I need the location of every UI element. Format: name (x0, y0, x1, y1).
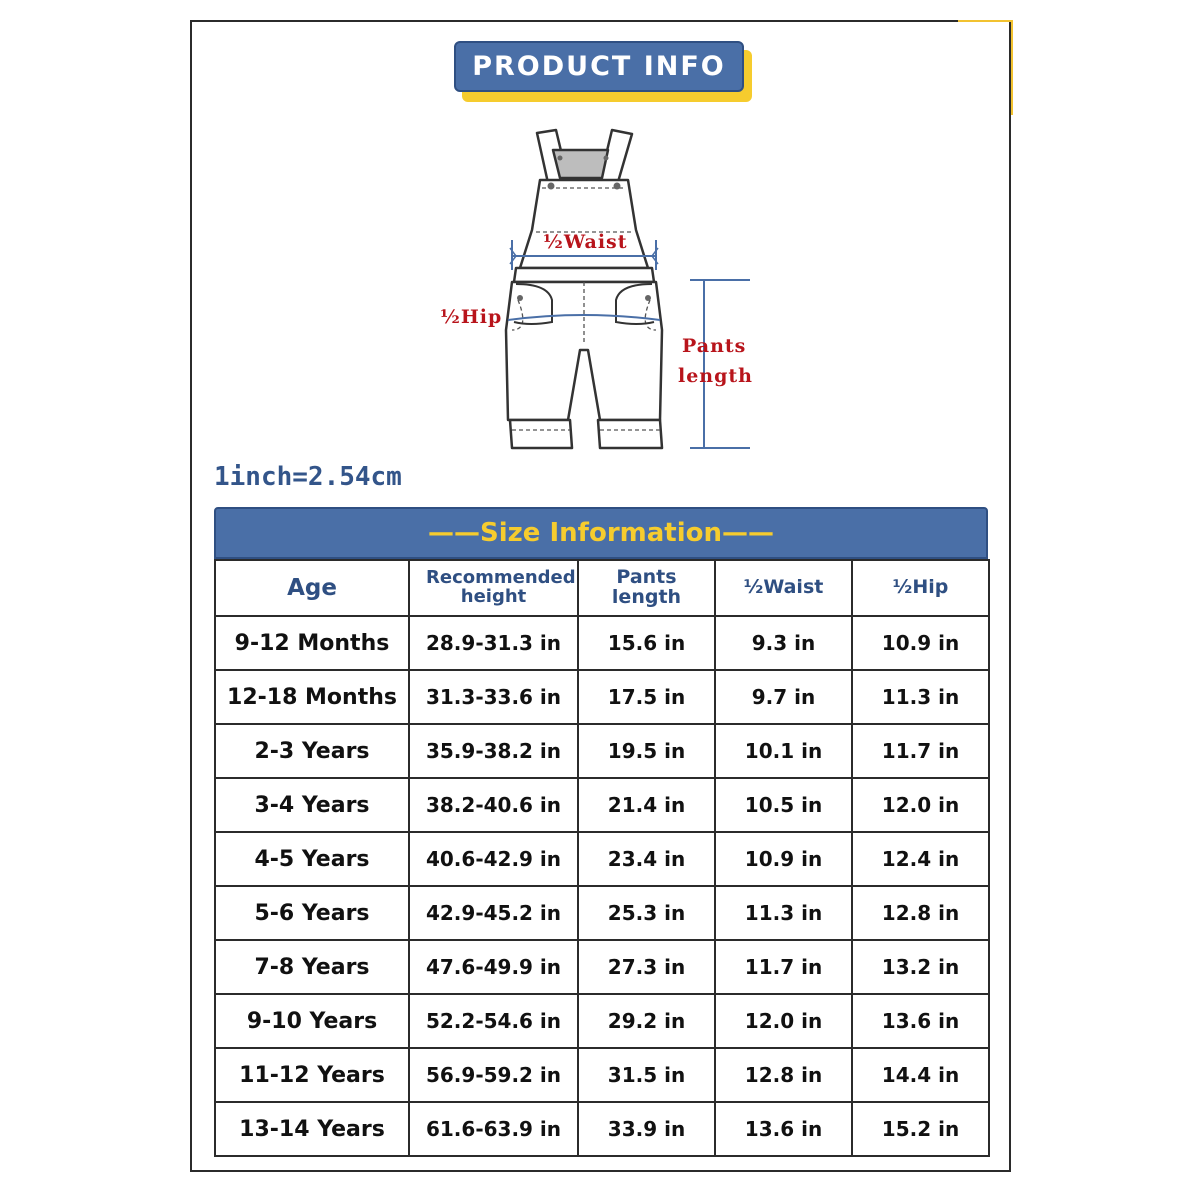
table-row (215, 670, 989, 724)
cell-pants-length: 29.2 in (578, 994, 715, 1048)
cell-half-waist: 12.0 in (715, 994, 852, 1048)
cell-age: 2-3 Years (215, 724, 409, 778)
cell-height: 61.6-63.9 in (409, 1102, 578, 1156)
cell-half-hip: 10.9 in (852, 616, 989, 670)
column-header-half-hip: ½Hip (852, 560, 989, 616)
pants-length-label-line2: length (678, 365, 753, 387)
table-row (215, 832, 989, 886)
cell-half-hip: 13.2 in (852, 940, 989, 994)
cell-pants-length: 31.5 in (578, 1048, 715, 1102)
cell-pants-length: 23.4 in (578, 832, 715, 886)
cell-height: 35.9-38.2 in (409, 724, 578, 778)
cell-half-waist: 9.3 in (715, 616, 852, 670)
table-row (215, 616, 989, 670)
cell-height: 42.9-45.2 in (409, 886, 578, 940)
cell-height: 56.9-59.2 in (409, 1048, 578, 1102)
table-row (215, 886, 989, 940)
table-header-row (215, 560, 989, 616)
cell-age: 5-6 Years (215, 886, 409, 940)
cell-age: 9-10 Years (215, 994, 409, 1048)
cell-age: 3-4 Years (215, 778, 409, 832)
cell-height: 38.2-40.6 in (409, 778, 578, 832)
cell-half-waist: 12.8 in (715, 1048, 852, 1102)
column-header-half-waist: ½Waist (715, 560, 852, 616)
cell-half-hip: 11.3 in (852, 670, 989, 724)
cell-half-waist: 13.6 in (715, 1102, 852, 1156)
pants-length-label-line1: Pants (682, 335, 747, 357)
cell-age: 4-5 Years (215, 832, 409, 886)
size-information-header: ——Size Information—— (214, 507, 988, 559)
cell-half-hip: 12.0 in (852, 778, 989, 832)
half-hip-label: ½Hip (440, 306, 503, 328)
cell-half-hip: 14.4 in (852, 1048, 989, 1102)
waistband (514, 268, 654, 282)
cell-pants-length: 27.3 in (578, 940, 715, 994)
back-panel (553, 150, 608, 178)
cell-pants-length: 25.3 in (578, 886, 715, 940)
cell-height: 31.3-33.6 in (409, 670, 578, 724)
cell-pants-length: 21.4 in (578, 778, 715, 832)
cell-height: 47.6-49.9 in (409, 940, 578, 994)
table-row (215, 1102, 989, 1156)
cell-half-hip: 11.7 in (852, 724, 989, 778)
table-row (215, 940, 989, 994)
cell-half-waist: 10.1 in (715, 724, 852, 778)
cell-half-hip: 15.2 in (852, 1102, 989, 1156)
cell-half-waist: 10.5 in (715, 778, 852, 832)
cell-half-hip: 12.8 in (852, 886, 989, 940)
cell-age: 9-12 Months (215, 616, 409, 670)
half-waist-label: ½Waist (543, 231, 628, 253)
bib (520, 180, 648, 268)
table-row (215, 994, 989, 1048)
cell-pants-length: 33.9 in (578, 1102, 715, 1156)
cell-half-waist: 10.9 in (715, 832, 852, 886)
trousers (506, 282, 662, 420)
table-row (215, 778, 989, 832)
right-cuff (598, 420, 662, 448)
cell-half-waist: 9.7 in (715, 670, 852, 724)
pants-length-guide (690, 280, 750, 448)
cell-height: 40.6-42.9 in (409, 832, 578, 886)
column-header-recommended-height: Recommended height (409, 560, 578, 616)
cell-age: 12-18 Months (215, 670, 409, 724)
cell-pants-length: 17.5 in (578, 670, 715, 724)
column-header-pants-length: Pants length (578, 560, 715, 616)
size-table (214, 559, 990, 1157)
table-row (215, 724, 989, 778)
cell-half-hip: 13.6 in (852, 994, 989, 1048)
cell-half-waist: 11.7 in (715, 940, 852, 994)
cell-age: 13-14 Years (215, 1102, 409, 1156)
conversion-note: 1inch=2.54cm (214, 462, 402, 492)
cell-half-hip: 12.4 in (852, 832, 989, 886)
table-row (215, 1048, 989, 1102)
cell-pants-length: 15.6 in (578, 616, 715, 670)
left-cuff (510, 420, 572, 448)
cell-height: 28.9-31.3 in (409, 616, 578, 670)
cell-height: 52.2-54.6 in (409, 994, 578, 1048)
cell-half-waist: 11.3 in (715, 886, 852, 940)
column-header-age: Age (215, 560, 409, 616)
cell-pants-length: 19.5 in (578, 724, 715, 778)
product-info-title: PRODUCT INFO (454, 41, 744, 92)
cell-age: 7-8 Years (215, 940, 409, 994)
cell-age: 11-12 Years (215, 1048, 409, 1102)
